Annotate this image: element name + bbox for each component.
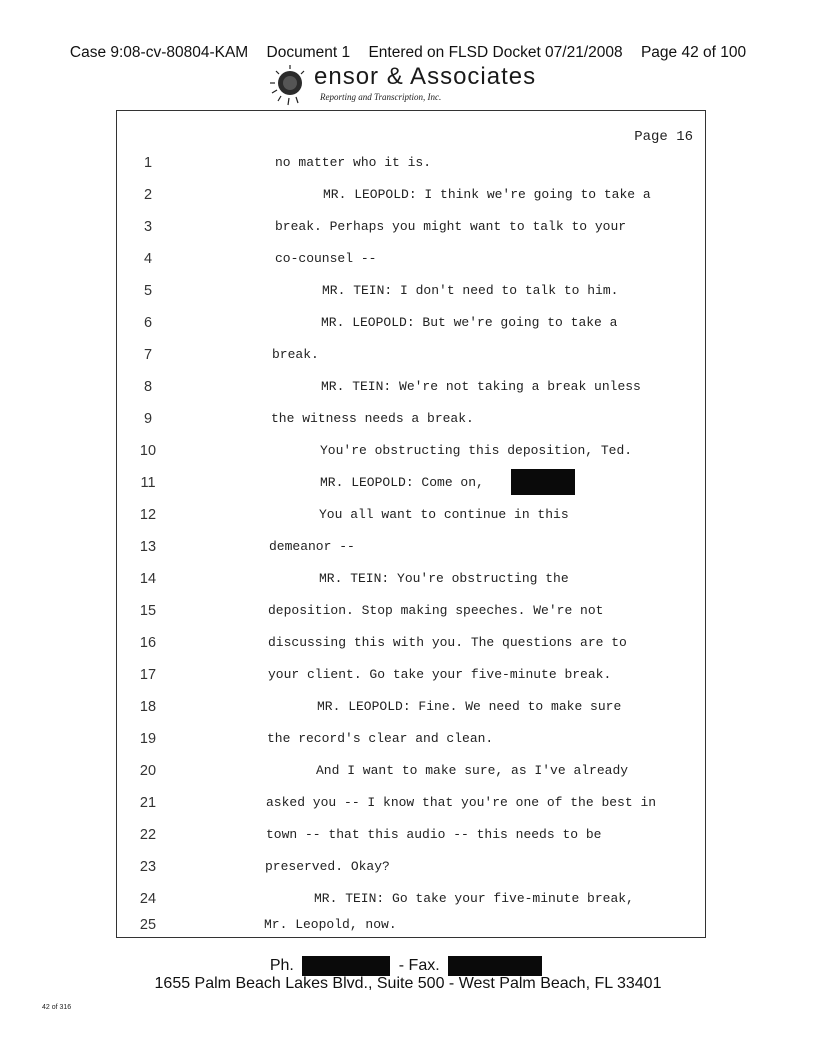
fax-label: - Fax. [398, 957, 440, 975]
transcript-line [117, 347, 705, 367]
redaction-block [302, 956, 390, 976]
transcript-line [117, 411, 705, 431]
docket-page: Page 42 of 100 [640, 44, 747, 61]
redaction-block [511, 469, 575, 495]
line-text: You all want to continue in this [319, 507, 569, 522]
logo-tagline: Reporting and Transcription, Inc. [320, 92, 442, 102]
transcript-line [117, 827, 705, 847]
transcript-line [117, 379, 705, 399]
line-number: 2 [143, 187, 153, 203]
transcript-line [117, 251, 705, 271]
transcript-line [117, 699, 705, 719]
line-number: 14 [139, 571, 157, 587]
line-text: the witness needs a break. [271, 411, 474, 426]
line-text: Mr. Leopold, now. [264, 917, 397, 932]
line-number: 6 [143, 315, 153, 331]
document-number: Document 1 [266, 44, 351, 61]
line-text: MR. LEOPOLD: Fine. We need to make sure [317, 699, 622, 714]
redaction-block [448, 956, 542, 976]
line-number: 11 [140, 475, 156, 491]
line-text: preserved. Okay? [265, 859, 390, 874]
footer-address: 1655 Palm Beach Lakes Blvd., Suite 500 - West Palm Beach, FL 33401 [154, 975, 662, 992]
line-number: 19 [139, 731, 157, 747]
company-logo [268, 63, 568, 109]
line-number: 23 [139, 859, 157, 875]
transcript-page [116, 110, 706, 938]
docket-header [0, 44, 816, 62]
phone-label: Ph. [269, 957, 294, 975]
transcript-line [117, 763, 705, 783]
line-text: MR. TEIN: I don't need to talk to him. [322, 283, 619, 298]
transcript-line [117, 795, 705, 815]
line-number: 5 [143, 283, 153, 299]
line-number: 3 [143, 219, 153, 235]
line-number: 17 [139, 667, 157, 683]
transcript-line [117, 283, 705, 303]
line-number: 21 [139, 795, 157, 811]
line-number: 7 [143, 347, 153, 363]
line-number: 10 [139, 443, 157, 459]
line-text: MR. LEOPOLD: But we're going to take a [321, 315, 618, 330]
line-text: break. [272, 347, 319, 362]
transcript-line [117, 507, 705, 527]
line-text: your client. Go take your five-minute break. [268, 667, 612, 682]
line-number: 12 [139, 507, 157, 523]
transcript-page-label: Page 16 [634, 129, 693, 145]
line-text: co-counsel -- [275, 251, 377, 266]
page-stamp: 42 of 316 [42, 1004, 72, 1011]
line-number: 15 [139, 603, 157, 619]
footer-contact [0, 956, 816, 976]
line-text: MR. LEOPOLD: Come on, [320, 475, 484, 490]
line-number: 13 [139, 539, 157, 555]
line-number: 22 [139, 827, 157, 843]
line-number: 1 [143, 155, 153, 171]
line-text: break. Perhaps you might want to talk to your [275, 219, 627, 234]
line-number: 8 [143, 379, 153, 395]
transcript-line [117, 571, 705, 591]
transcript-line [117, 667, 705, 687]
line-text: the record's clear and clean. [267, 731, 494, 746]
line-number: 24 [139, 891, 157, 907]
transcript-line [117, 443, 705, 463]
transcript-line [117, 187, 705, 207]
line-text: demeanor -- [269, 539, 355, 554]
transcript-line [117, 475, 705, 495]
line-text: no matter who it is. [275, 155, 432, 170]
transcript-line [117, 539, 705, 559]
line-number: 20 [139, 763, 157, 779]
transcript-line [117, 219, 705, 239]
transcript-line [117, 859, 705, 879]
line-text: MR. TEIN: You're obstructing the [319, 571, 569, 586]
transcript-line [117, 917, 705, 937]
line-text: MR. LEOPOLD: I think we're going to take a [323, 187, 651, 202]
docket-entry: Entered on FLSD Docket 07/21/2008 [368, 44, 623, 61]
line-number: 4 [143, 251, 153, 267]
line-text: discussing this with you. The questions are to [268, 635, 627, 650]
line-text: And I want to make sure, as I've already [316, 763, 629, 778]
line-number: 18 [139, 699, 157, 715]
transcript-line [117, 891, 705, 911]
transcript-line [117, 155, 705, 175]
transcript-line [117, 603, 705, 623]
line-number: 9 [143, 411, 153, 427]
line-number: 25 [139, 917, 157, 933]
logo-emblem-icon [268, 63, 316, 109]
line-number: 16 [139, 635, 157, 651]
line-text: deposition. Stop making speeches. We're not [268, 603, 604, 618]
line-text: asked you -- I know that you're one of the best in [266, 795, 657, 810]
transcript-line [117, 315, 705, 335]
transcript-line [117, 731, 705, 751]
logo-name: ensor & Associates [314, 63, 537, 90]
line-text: town -- that this audio -- this needs to be [266, 827, 602, 842]
line-text: MR. TEIN: Go take your five-minute break, [314, 891, 634, 906]
line-text: You're obstructing this deposition, Ted. [320, 443, 633, 458]
case-number: Case 9:08-cv-80804-KAM [69, 44, 249, 61]
transcript-line [117, 635, 705, 655]
line-text: MR. TEIN: We're not taking a break unless [321, 379, 641, 394]
